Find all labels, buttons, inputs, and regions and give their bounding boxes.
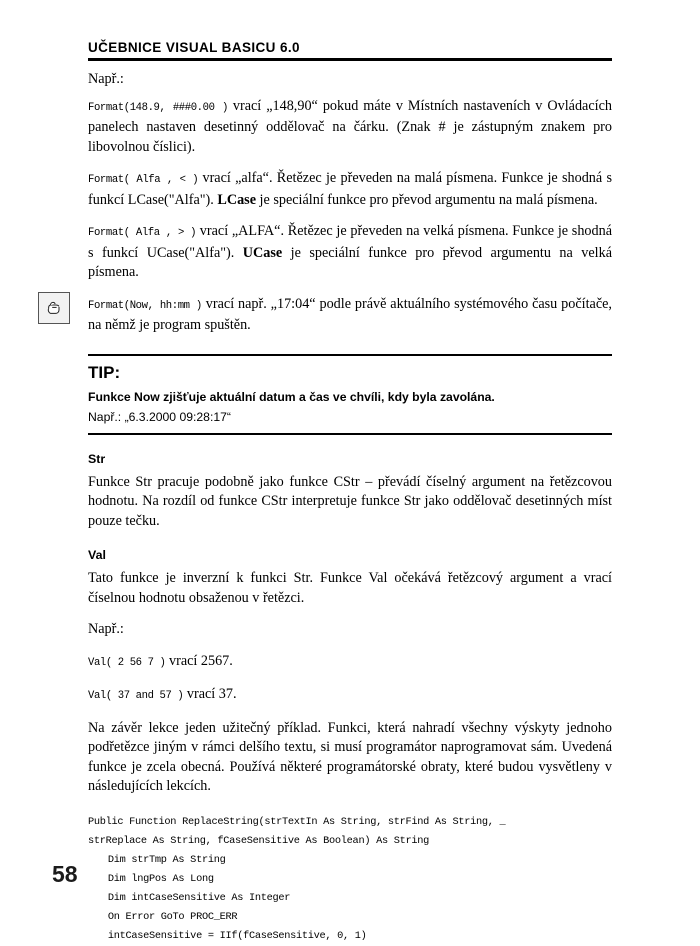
pointing-hand-icon <box>38 292 70 324</box>
tip-divider-top <box>88 354 612 356</box>
paragraph-format-3 <box>88 222 612 283</box>
paragraph-text: vrací „148,90“ pokud máte v Místních nastaveních v Ovládacích panelech nastaven desetinný oddělovač na čárku. (Znak # je zástupným znakem pro libovolnou číslici). <box>88 97 612 155</box>
paragraph-str: Funkce Str pracuje podobně jako funkce CStr – převádí číselný argument na řetězcovou hodnotu. Na rozdíl od funkce CStr interpretuje funkce Str jako oddělovač desetinných míst pouze tečku. <box>88 473 612 529</box>
tip-text: Funkce Now zjišťuje aktuální datum a čas ve chvíli, kdy byla zavolána. <box>88 389 495 404</box>
page-number: 58 <box>52 861 78 887</box>
paragraph-text: je speciální funkce pro převod argumentu na velká písmena. <box>88 244 612 280</box>
paragraph-val-example-2 <box>88 685 612 707</box>
paragraph-closing: Na závěr lekce jeden užitečný příklad. Funkci, která nahradí všechny výskyty jednoho podřetězce jiným v rámci delšího textu, si musí programátor naprogramovat sám. Uvedená funkce je zcela obecná. Používá některé programátorské obraty, které budou vysvětleny v následujících lekcích. <box>88 719 612 794</box>
heading-str: Str <box>88 451 106 466</box>
code-line: Dim intCaseSensitive As Integer <box>102 891 291 904</box>
inline-code: Val( 37 and 57 ) <box>88 690 184 702</box>
paragraph-napr-1: Např.: <box>88 71 124 87</box>
inline-code: Val( 2 56 7 ) <box>88 656 166 669</box>
term-lcase: LCase <box>217 191 256 208</box>
inline-code: Format( Alfa , > ) <box>88 227 197 239</box>
paragraph-napr-2: Např.: <box>88 621 124 637</box>
page-content <box>88 70 612 946</box>
paragraph-format-4 <box>88 295 612 336</box>
paragraph-text: vrací 2567. <box>165 652 233 669</box>
paragraph-text: vrací „alfa“. Řetězec je převeden na malá písmena. Funkce je shodná s funkcí LCase("Alfa"). <box>88 170 612 208</box>
paragraph-format-2 <box>88 169 612 210</box>
page-header <box>88 40 612 61</box>
code-listing <box>88 813 612 946</box>
header-divider <box>88 58 612 61</box>
tip-example: Např.: „6.3.2000 09:28:17“ <box>88 409 231 424</box>
code-line: Dim lngPos As Long <box>102 872 214 885</box>
tip-box <box>88 354 612 435</box>
code-line: Public Function ReplaceString(strTextIn As String, strFind As String, _ <box>88 815 506 828</box>
code-line: intCaseSensitive = IIf(fCaseSensitive, 0, 1) <box>102 929 367 942</box>
paragraph-text: vrací např. „17:04“ podle právě aktuálního systémového času počítače, na němž je program spuštěn. <box>88 295 612 333</box>
tip-divider-bottom <box>88 433 612 435</box>
tip-title: TIP: <box>88 362 121 382</box>
paragraph-val: Tato funkce je inverzní k funkci Str. Funkce Val očekává řetězcový argument a vrací číselnou hodnotu obsaženou v řetězci. <box>88 570 612 606</box>
paragraph-text: vrací „ALFA“. Řetězec je převeden na velká písmena. Funkce je shodná s funkcí UCase("Alfa"). <box>88 223 612 261</box>
code-line: On Error GoTo PROC_ERR <box>102 910 238 923</box>
paragraph-text: je speciální funkce pro převod argumentu na malá písmena. <box>256 191 598 208</box>
paragraph-val-example-1 <box>88 652 612 674</box>
page-title: UČEBNICE VISUAL BASICU 6.0 <box>88 40 300 55</box>
heading-val: Val <box>88 548 106 562</box>
code-line: strReplace As String, fCaseSensitive As Boolean) As String <box>88 834 429 847</box>
paragraph-text: vrací 37. <box>183 686 237 702</box>
inline-code: Format( Alfa , < ) <box>88 174 199 186</box>
inline-code: Format(Now, hh:mm ) <box>88 299 202 312</box>
paragraph-format-1 <box>88 97 612 158</box>
code-line: Dim strTmp As String <box>102 853 226 866</box>
inline-code: Format(148.9, ###0.00 ) <box>88 101 228 114</box>
term-ucase: UCase <box>242 244 283 261</box>
